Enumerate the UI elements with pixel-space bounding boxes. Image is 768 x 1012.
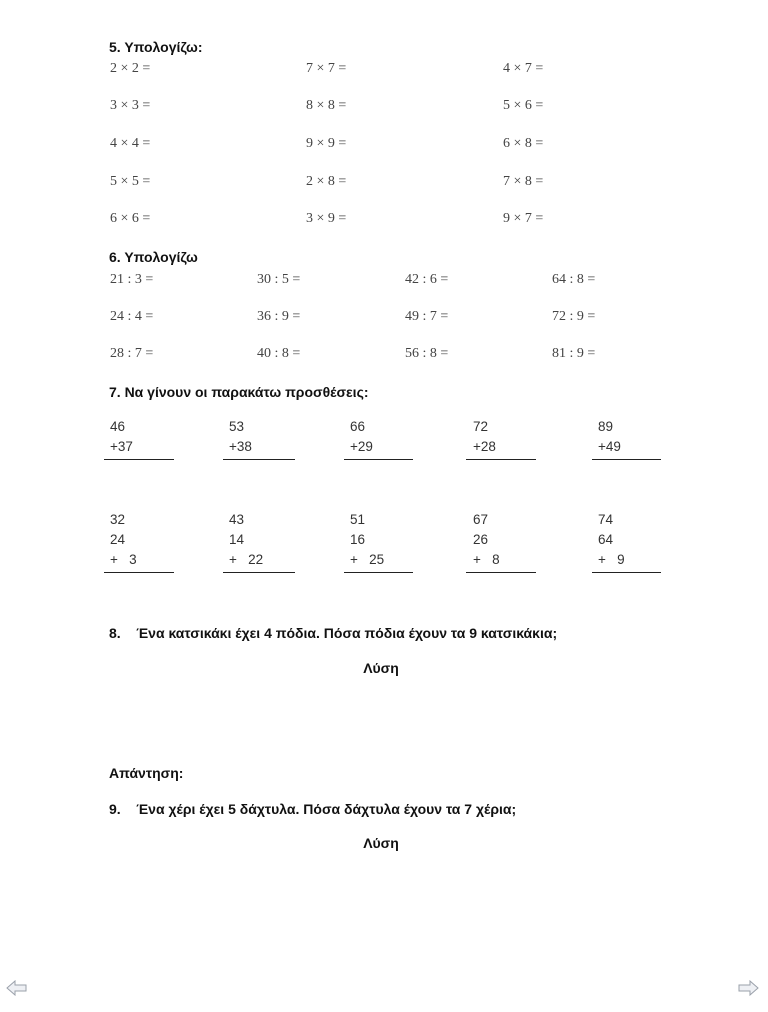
arrow-right-icon [737, 980, 759, 996]
exercise-8-question: 8. Ένα κατσικάκι έχει 4 πόδια. Πόσα πόδια έχουν τα 9 κατσικάκια; [109, 625, 558, 641]
multiplication-item: 4 × 7 = [503, 61, 544, 76]
multiplication-item: 5 × 6 = [503, 98, 544, 113]
multiplication-item: 3 × 3 = [110, 98, 151, 113]
sum-line [344, 459, 413, 460]
addend: + 25 [350, 552, 385, 567]
multiplication-item: 4 × 4 = [110, 136, 151, 151]
division-item: 40 : 8 = [257, 346, 301, 361]
addend: +28 [473, 439, 496, 454]
addend: +49 [598, 439, 621, 454]
multiplication-item: 2 × 8 = [306, 174, 347, 189]
sum-line [344, 572, 413, 573]
multiplication-item: 6 × 8 = [503, 136, 544, 151]
sum-line [592, 572, 661, 573]
division-item: 28 : 7 = [110, 346, 154, 361]
multiplication-item: 3 × 9 = [306, 211, 347, 226]
sum-line [104, 459, 174, 460]
multiplication-item: 8 × 8 = [306, 98, 347, 113]
addend: 74 [598, 512, 614, 527]
addend: 43 [229, 512, 245, 527]
sum-line [466, 572, 536, 573]
addend: 53 [229, 419, 245, 434]
division-item: 49 : 7 = [405, 309, 449, 324]
multiplication-item: 2 × 2 = [110, 61, 151, 76]
multiplication-item: 7 × 7 = [306, 61, 347, 76]
division-item: 36 : 9 = [257, 309, 301, 324]
addend: 66 [350, 419, 366, 434]
addend: 26 [473, 532, 489, 547]
division-item: 21 : 3 = [110, 272, 154, 287]
addend: 46 [110, 419, 126, 434]
sum-line [592, 459, 661, 460]
addend: 16 [350, 532, 366, 547]
addend: +38 [229, 439, 252, 454]
next-page-button[interactable] [737, 980, 759, 996]
addend: 51 [350, 512, 366, 527]
multiplication-item: 5 × 5 = [110, 174, 151, 189]
arrow-left-icon [6, 980, 28, 996]
exercise-6-title: 6. Υπολογίζω [109, 249, 198, 265]
sum-line [223, 572, 295, 573]
multiplication-item: 6 × 6 = [110, 211, 151, 226]
exercise-9-question: 9. Ένα χέρι έχει 5 δάχτυλα. Πόσα δάχτυλα έχουν τα 7 χέρια; [109, 801, 517, 817]
addend: + 8 [473, 552, 500, 567]
addend: + 9 [598, 552, 625, 567]
exercise-7-title: 7. Να γίνουν οι παρακάτω προσθέσεις: [109, 384, 369, 400]
addend: + 3 [110, 552, 137, 567]
addend: +37 [110, 439, 133, 454]
division-item: 30 : 5 = [257, 272, 301, 287]
addend: 32 [110, 512, 126, 527]
addend: +29 [350, 439, 373, 454]
division-item: 72 : 9 = [552, 309, 596, 324]
addend: 64 [598, 532, 614, 547]
sum-line [104, 572, 174, 573]
multiplication-item: 9 × 7 = [503, 211, 544, 226]
addend: 72 [473, 419, 489, 434]
sum-line [466, 459, 536, 460]
division-item: 64 : 8 = [552, 272, 596, 287]
addend: 14 [229, 532, 245, 547]
addend: 67 [473, 512, 489, 527]
addend: + 22 [229, 552, 264, 567]
solution-label: Λύση [363, 835, 399, 851]
addend: 89 [598, 419, 614, 434]
sum-line [223, 459, 295, 460]
exercise-5-title: 5. Υπολογίζω: [109, 39, 203, 55]
solution-label: Λύση [363, 660, 399, 676]
division-item: 81 : 9 = [552, 346, 596, 361]
addend: 24 [110, 532, 126, 547]
division-item: 42 : 6 = [405, 272, 449, 287]
answer-label: Απάντηση: [109, 765, 184, 781]
division-item: 56 : 8 = [405, 346, 449, 361]
multiplication-item: 9 × 9 = [306, 136, 347, 151]
division-item: 24 : 4 = [110, 309, 154, 324]
previous-page-button[interactable] [6, 980, 28, 996]
multiplication-item: 7 × 8 = [503, 174, 544, 189]
